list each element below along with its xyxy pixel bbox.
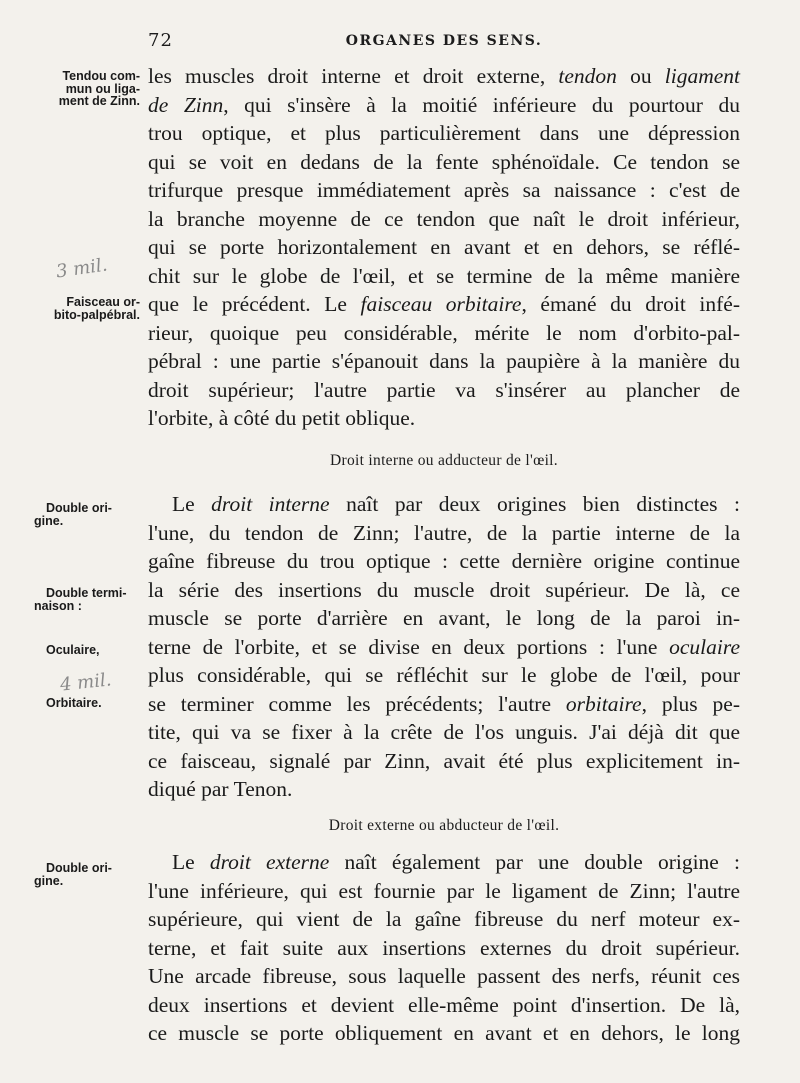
text-line: trou optique, et plus particulièrement dans une dépression <box>148 121 740 145</box>
margin-note-double-origine-2: Double ori- gine. <box>34 861 112 888</box>
text-line: que le précédent. Le faisceau orbitaire, émané du droit infé- <box>148 292 740 316</box>
text-line: chit sur le globe de l'œil, et se termine de la même manière <box>148 263 740 288</box>
text-line: diqué par Tenon. <box>148 777 293 801</box>
text-line: terne de l'orbite, et se divise en deux portions : l'une oculaire <box>148 634 740 659</box>
text-line: terne, et fait suite aux insertions externes du droit supérieur. <box>148 935 740 960</box>
text-line: l'une inférieure, qui est fournie par le ligament de Zinn; l'autre <box>148 878 740 903</box>
text-line: deux insertions et devient elle-même point d'insertion. De là, <box>148 992 740 1017</box>
text-line: pébral : une partie s'épanouit dans la paupière à la manière du <box>148 349 740 373</box>
margin-note-double-terminaison: Double termi- naison : <box>34 586 127 613</box>
text-line: l'une, du tendon de Zinn; l'autre, de la partie interne de la <box>148 520 740 545</box>
margin-note-faisceau: Faisceau or- bito-palpébral. <box>53 295 140 322</box>
text-line: qui se voit en dedans de la fente sphénoïdale. Ce tendon se <box>148 149 740 174</box>
text-line: de Zinn, qui s'insère à la moitié inférieure du pourtour du <box>148 92 740 117</box>
text-line: rieur, quoique peu considérable, mérite le nom d'orbito-pal- <box>148 320 740 345</box>
text-line: la branche moyenne de ce tendon que naît le droit inférieur, <box>148 206 740 231</box>
running-title: ORGANES DES SENS. <box>345 33 543 49</box>
text-line: droit supérieur; l'autre partie va s'insérer au plancher de <box>148 377 740 402</box>
running-head <box>148 30 740 54</box>
paragraph-3 <box>148 848 740 1048</box>
text-line: Le droit interne naît par deux origines bien distinctes : <box>172 492 740 516</box>
pencil-note-2: 4 mil. <box>59 669 113 696</box>
text-line: se terminer comme les précédents; l'autre orbitaire, plus pe- <box>148 691 740 716</box>
paragraph-2 <box>148 490 740 804</box>
text-line: la série des insertions du muscle droit supérieur. De là, ce <box>148 577 740 602</box>
margin-note-orbitaire: Orbitaire. <box>46 696 102 710</box>
text-line: trifurque presque immédiatement après sa naissance : c'est de <box>148 178 740 202</box>
text-line: gaîne fibreuse du trou optique : cette dernière origine continue <box>148 549 740 573</box>
text-line: Le droit externe naît également par une double origine : <box>172 850 740 874</box>
section-heading-droit-interne: Droit interne ou adducteur de l'œil. <box>330 452 558 469</box>
text-line: qui se porte horizontalement en avant et en dehors, se réflé- <box>148 235 740 259</box>
page-number: 72 <box>148 30 173 51</box>
text-line: ce muscle se porte obliquement en avant et en dehors, le long <box>148 1021 740 1045</box>
margin-note-oculaire: Oculaire, <box>46 643 100 657</box>
margin-note-tendon: Tendou com- mun ou liga- ment de Zinn. <box>58 69 140 108</box>
text-line: les muscles droit interne et droit externe, tendon ou ligament <box>148 64 740 88</box>
paragraph-1 <box>148 62 740 433</box>
text-line: supérieure, qui vient de la gaîne fibreuse du nerf moteur ex- <box>148 907 740 931</box>
text-line: l'orbite, à côté du petit oblique. <box>148 406 416 430</box>
text-line: muscle se porte d'arrière en avant, le long de la paroi in- <box>148 606 740 630</box>
text-line: tite, qui va se fixer à la crête de l'os unguis. J'ai déjà dit que <box>148 720 740 744</box>
text-line: ce faisceau, signalé par Zinn, avait été plus explicitement in- <box>148 748 740 773</box>
section-heading-droit-externe: Droit externe ou abducteur de l'œil. <box>328 817 560 834</box>
text-line: Une arcade fibreuse, sous laquelle passent des nerfs, réunit ces <box>148 964 740 988</box>
pencil-note-1: 3 mil. <box>54 254 109 283</box>
text-line: plus considérable, qui se réfléchit sur le globe de l'œil, pour <box>148 663 740 687</box>
margin-note-double-origine-1: Double ori- gine. <box>34 501 112 528</box>
